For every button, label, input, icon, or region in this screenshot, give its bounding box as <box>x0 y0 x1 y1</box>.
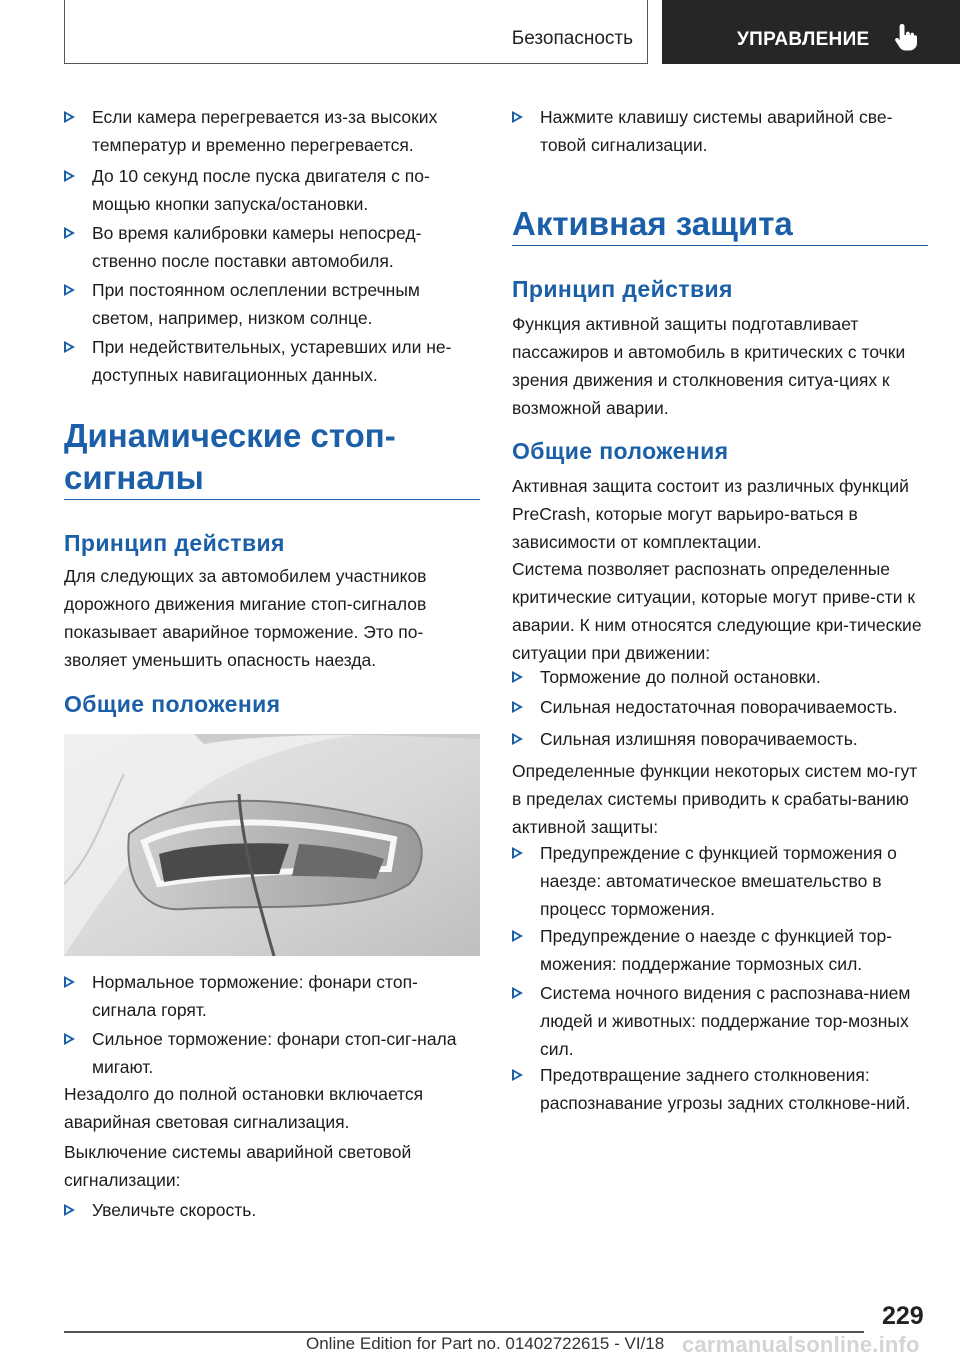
subheading: Принцип действия <box>512 276 733 302</box>
triangle-bullet-icon <box>512 111 523 123</box>
triangle-bullet-icon <box>512 930 523 942</box>
tail-light-illustration <box>64 734 480 956</box>
paragraph: Функция активной защиты подготавливает пассажиров и автомобиль в критических с точки зрения движения и столкновения ситуа-циях к возможной аварии. <box>512 314 906 418</box>
paragraph: Незадолго до полной остановки включается аварийная световая сигнализация. <box>64 1084 424 1132</box>
triangle-bullet-icon <box>64 284 75 296</box>
list-item: Во время калибровки камеры непосред-ственно после поставки автомобиля. <box>64 219 480 275</box>
paragraph: Активная защита состоит из различных функций PreCrash, которые могут варьиро-ваться в зависимости от комплектации. <box>512 476 909 552</box>
list-item: При постоянном ослеплении встречным светом, например, низком солнце. <box>64 276 480 332</box>
triangle-bullet-icon <box>512 701 523 713</box>
triangle-bullet-icon <box>512 847 523 859</box>
subheading: Общие положения <box>64 691 281 717</box>
triangle-bullet-icon <box>64 976 75 988</box>
subheading: Общие положения <box>512 438 729 464</box>
triangle-bullet-icon <box>64 170 75 182</box>
list-item: Увеличьте скорость. <box>64 1196 480 1224</box>
chapter-title: УПРАВЛЕНИЕ <box>737 29 870 50</box>
header-chapter-box <box>662 0 960 64</box>
list-item: Предупреждение о наезде с функцией тор-можения: поддержание тормозных сил. <box>512 922 928 978</box>
list-item: Нажмите клавишу системы аварийной све-товой сигнализации. <box>512 103 928 159</box>
triangle-bullet-icon <box>64 341 75 353</box>
section-heading: Активная защита <box>512 203 928 246</box>
list-item: Нормальное торможение: фонари стоп-сигнала горят. <box>64 968 480 1024</box>
subheading: Принцип действия <box>64 530 285 556</box>
paragraph: Выключение системы аварийной световой сигнализации: <box>64 1142 412 1190</box>
list-item: Сильное торможение: фонари стоп-сиг-нала мигают. <box>64 1025 480 1081</box>
triangle-bullet-icon <box>64 1033 75 1045</box>
triangle-bullet-icon <box>64 1204 75 1216</box>
triangle-bullet-icon <box>64 227 75 239</box>
section-title: Безопасность <box>511 28 633 49</box>
triangle-bullet-icon <box>512 671 523 683</box>
list-item: Сильная излишняя поворачиваемость. <box>512 725 928 753</box>
header-section-box <box>64 0 648 64</box>
paragraph: Для следующих за автомобилем участников дорожного движения мигание стоп-сигналов показывает аварийное торможение. Это по-зволяет уменьшить опасность наезда. <box>64 566 427 670</box>
list-item: До 10 секунд после пуска двигателя с по-мощью кнопки запуска/остановки. <box>64 162 480 218</box>
tail-light-photo <box>64 734 480 956</box>
list-item: Если камера перегревается из-за высоких температур и временно перегревается. <box>64 103 480 159</box>
paragraph: Система позволяет распознать определенные критические ситуации, которые могут приве-сти к аварии. К ним относятся следующие кри-тические ситуации при движении: <box>512 559 922 663</box>
section-heading: Динамические стоп-сигналы <box>64 415 480 500</box>
watermark: carmanualsonline.info <box>682 1332 920 1357</box>
hand-pointer-icon <box>894 22 918 52</box>
edition-text: Online Edition for Part no. 01402722615 - VI/18 <box>306 1334 665 1353</box>
triangle-bullet-icon <box>64 111 75 123</box>
triangle-bullet-icon <box>512 733 523 745</box>
list-item: Торможение до полной остановки. <box>512 663 928 691</box>
paragraph: Определенные функции некоторых систем мо-гут в пределах системы приводить к срабаты-ванию активной защиты: <box>512 761 918 837</box>
triangle-bullet-icon <box>512 1069 523 1081</box>
page-number: 229 <box>882 1302 924 1330</box>
list-item: Предупреждение с функцией торможения о наезде: автоматическое вмешательство в процесс торможения. <box>512 839 928 923</box>
list-item: Предотвращение заднего столкновения: распознавание угрозы задних столкнове-ний. <box>512 1061 928 1117</box>
list-item: Система ночного видения с распознава-нием людей и животных: поддержание тор-мозных сил. <box>512 979 928 1063</box>
list-item: При недействительных, устаревших или не-доступных навигационных данных. <box>64 333 480 389</box>
list-item: Сильная недостаточная поворачиваемость. <box>512 693 928 721</box>
triangle-bullet-icon <box>512 987 523 999</box>
